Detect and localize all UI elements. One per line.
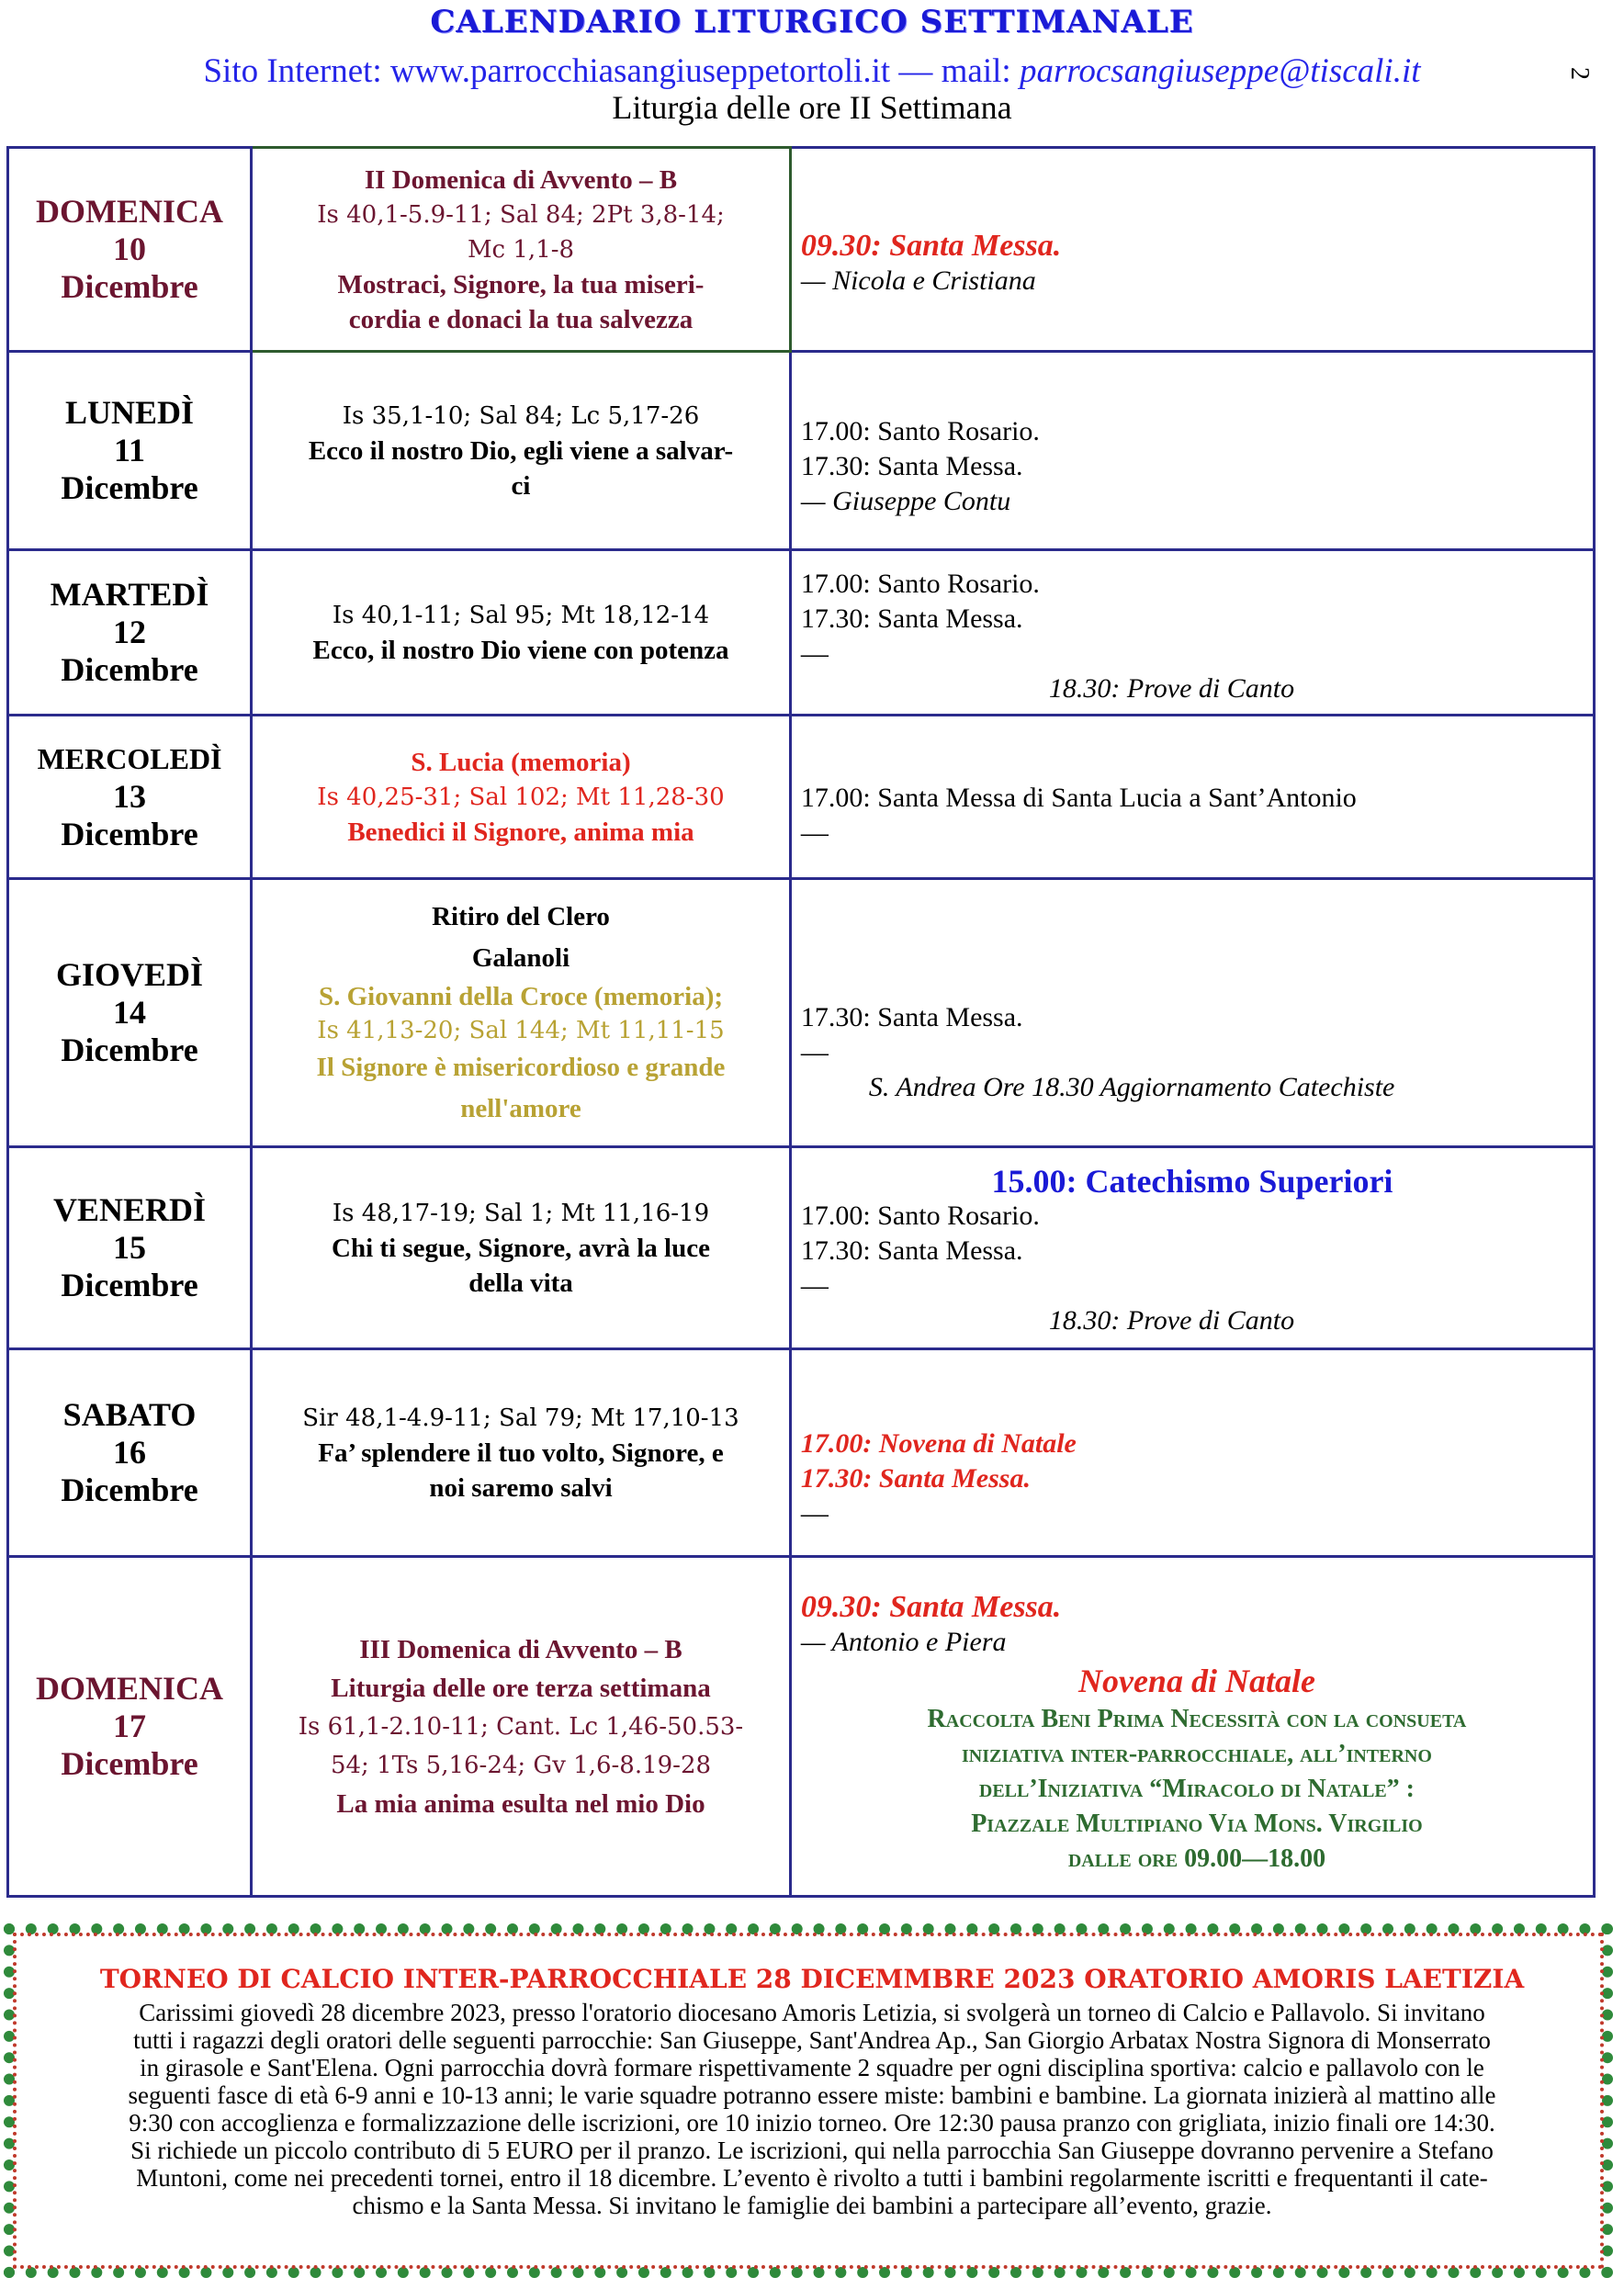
day-month: Dicembre (61, 651, 198, 688)
tournament-line: Si richiede un piccolo contributo di 5 EURO per il pranzo. Le iscrizioni, qui nella parrocchia San Giuseppe dovranno pervenire a Stefano (130, 2137, 1494, 2164)
event-rosary: 17.00: Santo Rosario. (800, 415, 1040, 446)
page-number: 2 (1565, 67, 1594, 80)
day-number: 14 (113, 994, 147, 1031)
events-cell (790, 550, 1594, 716)
event-collection: Raccolta Beni Prima Necessità con la consueta (927, 1704, 1467, 1733)
readings-cont: Mc 1,1-8 (467, 235, 575, 264)
day-month: Dicembre (61, 1032, 198, 1068)
event-mass: 09.30: Santa Messa. (800, 228, 1062, 263)
events-cell (790, 1557, 1594, 1897)
tournament-line: 9:30 con accoglienza e formalizzazione delle iscrizioni, ore 10 inizio torneo. Ore 12:30 pausa pranzo con grigliata, inizio finali ore 14:30. (129, 2109, 1495, 2137)
psalm-response-cont: noi saremo salvi (429, 1472, 613, 1503)
liturgy-cell (252, 1349, 791, 1557)
event-collection-5: dalle ore 09.00—18.00 (1067, 1844, 1326, 1873)
psalm-response: Ecco il nostro Dio, egli viene a salvar- (308, 435, 734, 466)
table-row (8, 1349, 1595, 1557)
event-mass: 17.30: Santa Messa. (800, 1001, 1023, 1032)
event-intention: — (800, 637, 829, 669)
readings: Is 61,1-2.10-11; Cant. Lc 1,46-50.53- (298, 1712, 744, 1741)
readings-cont: 54; 1Ts 5,16-24; Gv 1,6-8.19-28 (330, 1751, 712, 1779)
event-intention: — (800, 1497, 829, 1528)
tournament-line: chismo e la Santa Messa. Si invitano le famiglie dei bambini a partecipare all’evento, grazie. (352, 2192, 1272, 2219)
retreat-label: Ritiro del Clero (432, 901, 610, 931)
event-catechists: S. Andrea Ore 18.30 Aggiornamento Catechiste (868, 1071, 1395, 1102)
event-novena: 17.00: Novena di Natale (800, 1427, 1077, 1459)
day-month: Dicembre (61, 1472, 198, 1508)
site-line (0, 51, 1624, 91)
table-row (8, 1557, 1595, 1897)
psalm-response: Fa’ splendere il tuo volto, Signore, e (318, 1438, 724, 1468)
day-number: 15 (113, 1229, 147, 1266)
psalm-response: Ecco, il nostro Dio viene con potenza (312, 635, 729, 665)
event-mass: 17.30: Santa Messa. (800, 603, 1023, 634)
event-intention: — Giuseppe Contu (800, 485, 1011, 516)
day-cell (8, 1349, 252, 1557)
day-cell (8, 148, 252, 352)
day-cell (8, 550, 252, 716)
liturgy-cell (252, 550, 791, 716)
readings: Is 40,25-31; Sal 102; Mt 11,28-30 (317, 783, 725, 811)
calendar-table (6, 146, 1596, 1898)
table-row (8, 550, 1595, 716)
psalm-response-cont: cordia e donaci la tua salvezza (348, 304, 694, 334)
tournament-text (51, 1999, 1573, 2219)
events-cell (790, 1147, 1594, 1349)
retreat-place: Galanoli (471, 942, 570, 973)
day-name: GIOVEDÌ (56, 956, 204, 993)
day-month: Dicembre (61, 1267, 198, 1303)
table-row (8, 716, 1595, 879)
celebration-title: S. Giovanni della Croce (memoria); (318, 981, 724, 1011)
day-month: Dicembre (61, 816, 198, 852)
liturgy-cell (252, 716, 791, 879)
events-cell (790, 879, 1594, 1147)
day-cell (8, 716, 252, 879)
day-name: VENERDÌ (53, 1191, 207, 1228)
page-title: CALENDARIO LITURGICO SETTIMANALE (430, 4, 1194, 40)
day-name: MERCOLEDÌ (37, 742, 222, 775)
event-collection-3: dell’Iniziativa “Miracolo di Natale” : (978, 1774, 1415, 1803)
day-month: Dicembre (61, 469, 198, 506)
readings: Sir 48,1-4.9-11; Sal 79; Mt 17,10-13 (302, 1404, 739, 1432)
readings: Is 40,1-11; Sal 95; Mt 18,12-14 (332, 601, 710, 629)
day-cell (8, 1557, 252, 1897)
event-mass: 17.30: Santa Messa. (800, 1235, 1023, 1266)
event-catechism: 15.00: Catechismo Superiori (991, 1162, 1393, 1200)
mail-link[interactable]: parrocsangiuseppe@tiscali.it (1019, 52, 1421, 90)
day-name: DOMENICA (36, 1670, 224, 1707)
event-intention: — (800, 817, 829, 848)
liturgy-cell (252, 352, 791, 550)
day-cell (8, 1147, 252, 1349)
event-collection-2: iniziativa inter-parrocchiale, all’interno (961, 1739, 1432, 1768)
celebration-title: III Domenica di Avvento – B (359, 1634, 682, 1664)
tournament-line: Muntoni, come nei precedenti tornei, entro il 18 dicembre. L’evento è rivolto a tutti i bambini regolarmente iscritti e frequentanti il cate- (136, 2164, 1488, 2192)
table-row (8, 1147, 1595, 1349)
tournament-line: seguenti fasce di età 6-9 anni e 10-13 anni; le varie squadre potranno essere miste: bambini e bambine. La giornata inizierà al mattino alle (128, 2081, 1496, 2109)
tournament-title: TORNEO DI CALCIO INTER-PARROCCHIALE 28 DICEMMBRE 2023 ORATORIO AMORIS LAETIZIA (99, 1964, 1525, 1994)
table-row (8, 352, 1595, 550)
table-row (8, 879, 1595, 1147)
psalm-response: Benedici il Signore, anima mia (347, 817, 694, 847)
liturgy-cell (252, 1147, 791, 1349)
tournament-line: in girasole e Sant'Elena. Ogni parrocchia dovrà formare rispettivamente 2 squadre per ogni disciplina sportiva: calcio e pallavolo con le (140, 2054, 1484, 2081)
table-row (8, 148, 1595, 352)
liturgy-cell (252, 879, 791, 1147)
day-number: 16 (113, 1434, 147, 1471)
celebration-title: S. Lucia (memoria) (411, 747, 631, 777)
psalm-response-cont: nell'amore (460, 1093, 581, 1123)
events-cell (790, 716, 1594, 879)
day-name: LUNEDÌ (65, 394, 195, 431)
psalm-response-cont: della vita (468, 1268, 573, 1298)
readings: Is 40,1-5.9-11; Sal 84; 2Pt 3,8-14; (317, 200, 725, 229)
day-cell (8, 879, 252, 1147)
readings: Is 48,17-19; Sal 1; Mt 11,16-19 (332, 1199, 710, 1227)
event-rosary: 17.00: Santo Rosario. (800, 1200, 1040, 1231)
day-number: 12 (113, 614, 147, 650)
site-url[interactable]: Sito Internet: www.parrocchiasangiuseppetortoli.it — mail: (203, 52, 1020, 90)
day-number: 11 (114, 432, 146, 468)
day-name: DOMENICA (36, 193, 224, 230)
psalm-response-cont: ci (511, 470, 531, 501)
psalm-response: Il Signore è misericordioso e grande (316, 1052, 726, 1082)
psalm-response: Mostraci, Signore, la tua miseri- (337, 269, 705, 299)
events-cell (790, 352, 1594, 550)
tournament-line: Carissimi giovedì 28 dicembre 2023, presso l'oratorio diocesano Amoris Letizia, si svolgerà un torneo di Calcio e Pallavolo. Si invitano (139, 1999, 1485, 2026)
event-mass: 09.30: Santa Messa. (800, 1589, 1062, 1624)
day-number: 10 (113, 231, 147, 267)
event-collection-4: Piazzale Multipiano Via Mons. Virgilio (971, 1809, 1423, 1838)
readings: Is 35,1-10; Sal 84; Lc 5,17-26 (342, 401, 700, 430)
day-cell (8, 352, 252, 550)
event-intention: — Antonio e Piera (800, 1626, 1007, 1657)
day-name: MARTEDÌ (50, 576, 209, 613)
event-mass: 17.30: Santa Messa. (800, 1462, 1031, 1494)
day-number: 13 (113, 778, 147, 815)
event-choir: 18.30: Prove di Canto (1048, 672, 1295, 704)
readings: Is 41,13-20; Sal 144; Mt 11,11-15 (317, 1016, 725, 1044)
event-mass: 17.30: Santa Messa. (800, 450, 1023, 481)
day-month: Dicembre (61, 268, 198, 305)
day-number: 17 (113, 1708, 147, 1744)
event-intention: — (800, 1269, 829, 1301)
event-mass: 17.00: Santa Messa di Santa Lucia a Sant’Antonio (800, 782, 1357, 813)
day-name: SABATO (62, 1396, 197, 1433)
liturgy-cell (252, 1557, 791, 1897)
psalm-response: Chi ti segue, Signore, avrà la luce (332, 1233, 710, 1263)
celebration-title: II Domenica di Avvento – B (364, 164, 678, 195)
event-intention: — (800, 1036, 829, 1067)
liturgy-cell (252, 148, 791, 352)
tournament-line: tutti i ragazzi degli oratori delle seguenti parrocchie: San Giuseppe, Sant'Andrea Ap., San Giorgio Arbatax Nostra Signora di Monserrato (133, 2026, 1491, 2054)
event-intention: — Nicola e Cristiana (800, 265, 1036, 296)
liturgy-note: Liturgia delle ore terza settimana (331, 1673, 711, 1703)
event-choir: 18.30: Prove di Canto (1048, 1304, 1295, 1336)
events-cell (790, 1349, 1594, 1557)
day-month: Dicembre (61, 1745, 198, 1782)
liturgy-week: Liturgia delle ore II Settimana (612, 89, 1012, 126)
event-novena: Novena di Natale (1077, 1662, 1315, 1699)
psalm-response: La mia anima esulta nel mio Dio (336, 1788, 705, 1819)
event-rosary: 17.00: Santo Rosario. (800, 568, 1040, 599)
events-cell (790, 148, 1594, 352)
